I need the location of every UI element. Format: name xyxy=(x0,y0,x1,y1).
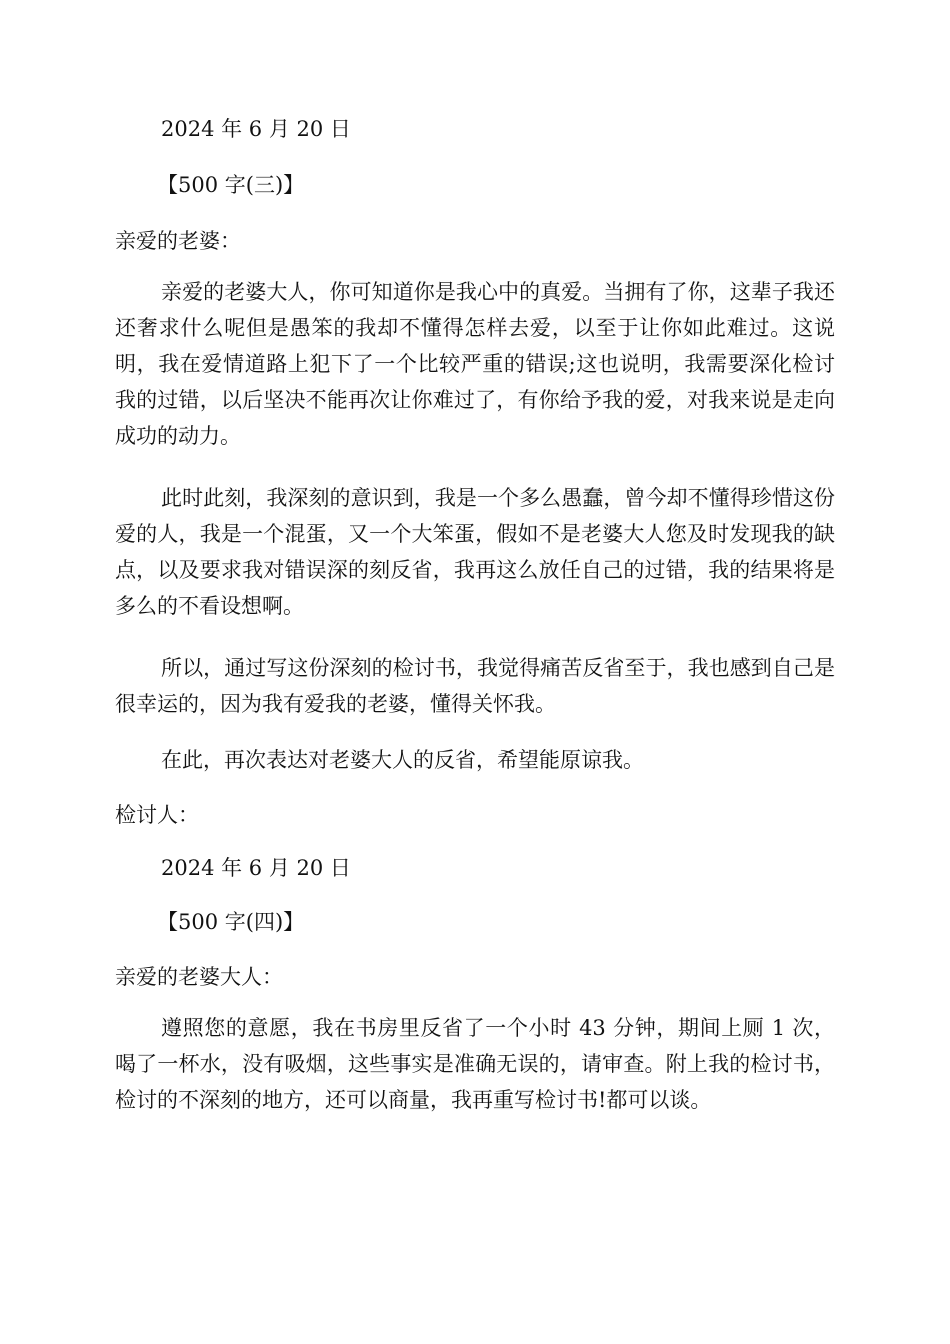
signature-label: 检讨人： xyxy=(115,803,199,827)
body-paragraph: 此时此刻，我深刻的意识到，我是一个多么愚蠢，曾今却不懂得珍惜这份爱的人，我是一个混蛋，又一个大笨蛋，假如不是老婆大人您及时发现我的缺点，以及要求我对错误深的刻反省，我再这么放任自己的过错，我的结果将是多么的不看设想啊。 xyxy=(115,486,835,618)
section-heading: 【500 字(四)】 xyxy=(157,910,305,934)
body-paragraph: 所以，通过写这份深刻的检讨书，我觉得痛苦反省至于，我也感到自己是很幸运的，因为我有爱我的老婆，懂得关怀我。 xyxy=(115,656,835,716)
section-heading: 【500 字(三)】 xyxy=(157,173,305,197)
body-paragraph: 遵照您的意愿，我在书房里反省了一个小时 43 分钟，期间上厕 1 次，喝了一杯水，没有吸烟，这些事实是准确无误的，请审查。附上我的检讨书，检讨的不深刻的地方，还可以商量，我再重写检讨书!都可以谈。 xyxy=(115,1016,835,1112)
salutation: 亲爱的老婆大人： xyxy=(115,965,283,989)
body-paragraph: 亲爱的老婆大人，你可知道你是我心中的真爱。当拥有了你，这辈子我还还奢求什么呢但是愚笨的我却不懂得怎样去爱，以至于让你如此难过。这说明，我在爱情道路上犯下了一个比较严重的错误;这也说明，我需要深化检讨我的过错，以后坚决不能再次让你难过了，有你给予我的爱，对我来说是走向成功的动力。 xyxy=(115,280,835,448)
salutation: 亲爱的老婆： xyxy=(115,229,241,253)
body-paragraph: 在此，再次表达对老婆大人的反省，希望能原谅我。 xyxy=(161,748,644,772)
date-line: 2024 年 6 月 20 日 xyxy=(161,117,351,141)
signature-date: 2024 年 6 月 20 日 xyxy=(161,856,351,880)
